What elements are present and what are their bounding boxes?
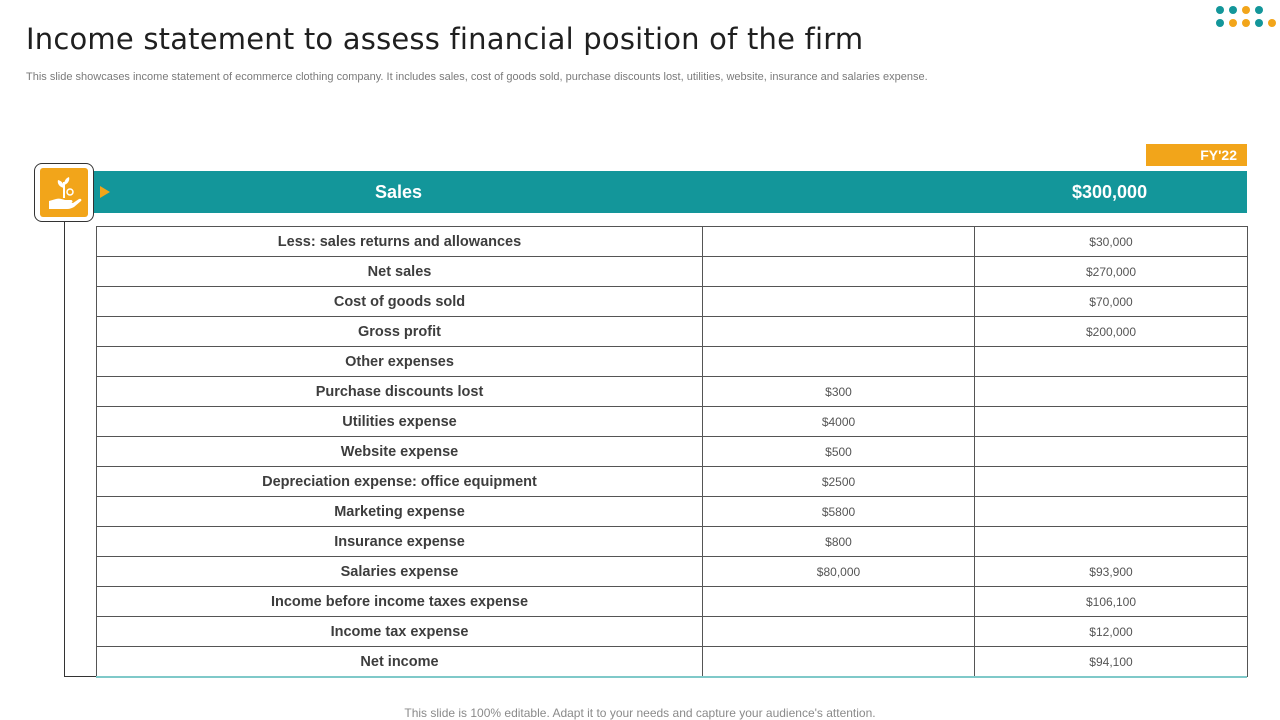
- row-total-amount: $70,000: [975, 287, 1248, 317]
- table-row: [97, 527, 1248, 557]
- row-detail-amount: [703, 317, 975, 347]
- table-row: [97, 617, 1248, 647]
- money-plant-hand-icon: [40, 168, 88, 217]
- table-bottom-accent: [96, 676, 1247, 678]
- row-label: Website expense: [97, 437, 703, 467]
- table-row: [97, 467, 1248, 497]
- row-label: Purchase discounts lost: [97, 377, 703, 407]
- sales-label: Sales: [375, 182, 423, 202]
- icon-frame: [34, 163, 94, 222]
- row-label: Income tax expense: [97, 617, 703, 647]
- row-label: Cost of goods sold: [97, 287, 703, 317]
- row-total-amount: $93,900: [975, 557, 1248, 587]
- row-label: Net sales: [97, 257, 703, 287]
- row-detail-amount: $4000: [703, 407, 975, 437]
- row-detail-amount: [703, 287, 975, 317]
- row-total-amount: [975, 347, 1248, 377]
- row-total-amount: $30,000: [975, 227, 1248, 257]
- row-total-amount: [975, 437, 1248, 467]
- row-detail-amount: $2500: [703, 467, 975, 497]
- table-row: [97, 227, 1248, 257]
- table-row: [97, 587, 1248, 617]
- row-total-amount: [975, 407, 1248, 437]
- slide-title: Income statement to assess financial position of the firm: [26, 22, 864, 56]
- table-row: [97, 557, 1248, 587]
- sales-value: $300,000: [1072, 182, 1148, 202]
- row-label: Net income: [97, 647, 703, 677]
- row-detail-amount: [703, 257, 975, 287]
- row-detail-amount: [703, 617, 975, 647]
- table-row: [97, 377, 1248, 407]
- row-label: Other expenses: [97, 347, 703, 377]
- row-detail-amount: [703, 587, 975, 617]
- row-label: Salaries expense: [97, 557, 703, 587]
- table-row: [97, 347, 1248, 377]
- row-detail-amount: $80,000: [703, 557, 975, 587]
- row-detail-amount: $300: [703, 377, 975, 407]
- table-row: [97, 497, 1248, 527]
- row-total-amount: $270,000: [975, 257, 1248, 287]
- connector-line-bottom: [64, 676, 96, 677]
- slide-footer: This slide is 100% editable. Adapt it to your needs and capture your audience's attention.: [404, 706, 876, 720]
- row-total-amount: $106,100: [975, 587, 1248, 617]
- row-detail-amount: [703, 347, 975, 377]
- table-row: [97, 257, 1248, 287]
- row-total-amount: [975, 497, 1248, 527]
- table-row: [97, 287, 1248, 317]
- row-label: Utilities expense: [97, 407, 703, 437]
- row-total-amount: $200,000: [975, 317, 1248, 347]
- row-total-amount: [975, 527, 1248, 557]
- row-detail-amount: $5800: [703, 497, 975, 527]
- row-total-amount: [975, 377, 1248, 407]
- slide-subtitle: This slide showcases income statement of ecommerce clothing company. It includes sales, cost of goods sold, purchase discounts lost, utilities, website, insurance and salaries expense.: [26, 71, 928, 83]
- table-row: [97, 647, 1248, 677]
- connector-line: [64, 222, 65, 677]
- table-row: [97, 407, 1248, 437]
- row-detail-amount: [703, 227, 975, 257]
- row-detail-amount: $800: [703, 527, 975, 557]
- row-label: Insurance expense: [97, 527, 703, 557]
- row-label: Depreciation expense: office equipment: [97, 467, 703, 497]
- row-total-amount: $12,000: [975, 617, 1248, 647]
- decorative-dots-icon: [1214, 6, 1276, 32]
- arrow-right-icon: [100, 186, 110, 198]
- row-total-amount: $94,100: [975, 647, 1248, 677]
- row-label: Gross profit: [97, 317, 703, 347]
- row-label: Marketing expense: [97, 497, 703, 527]
- table-row: [97, 437, 1248, 467]
- table-row: [97, 317, 1248, 347]
- row-label: Less: sales returns and allowances: [97, 227, 703, 257]
- income-statement-table: [96, 226, 1248, 677]
- sales-header-bar: [92, 171, 1247, 213]
- row-detail-amount: [703, 647, 975, 677]
- row-detail-amount: $500: [703, 437, 975, 467]
- period-badge: FY'22: [1146, 144, 1247, 166]
- row-label: Income before income taxes expense: [97, 587, 703, 617]
- row-total-amount: [975, 467, 1248, 497]
